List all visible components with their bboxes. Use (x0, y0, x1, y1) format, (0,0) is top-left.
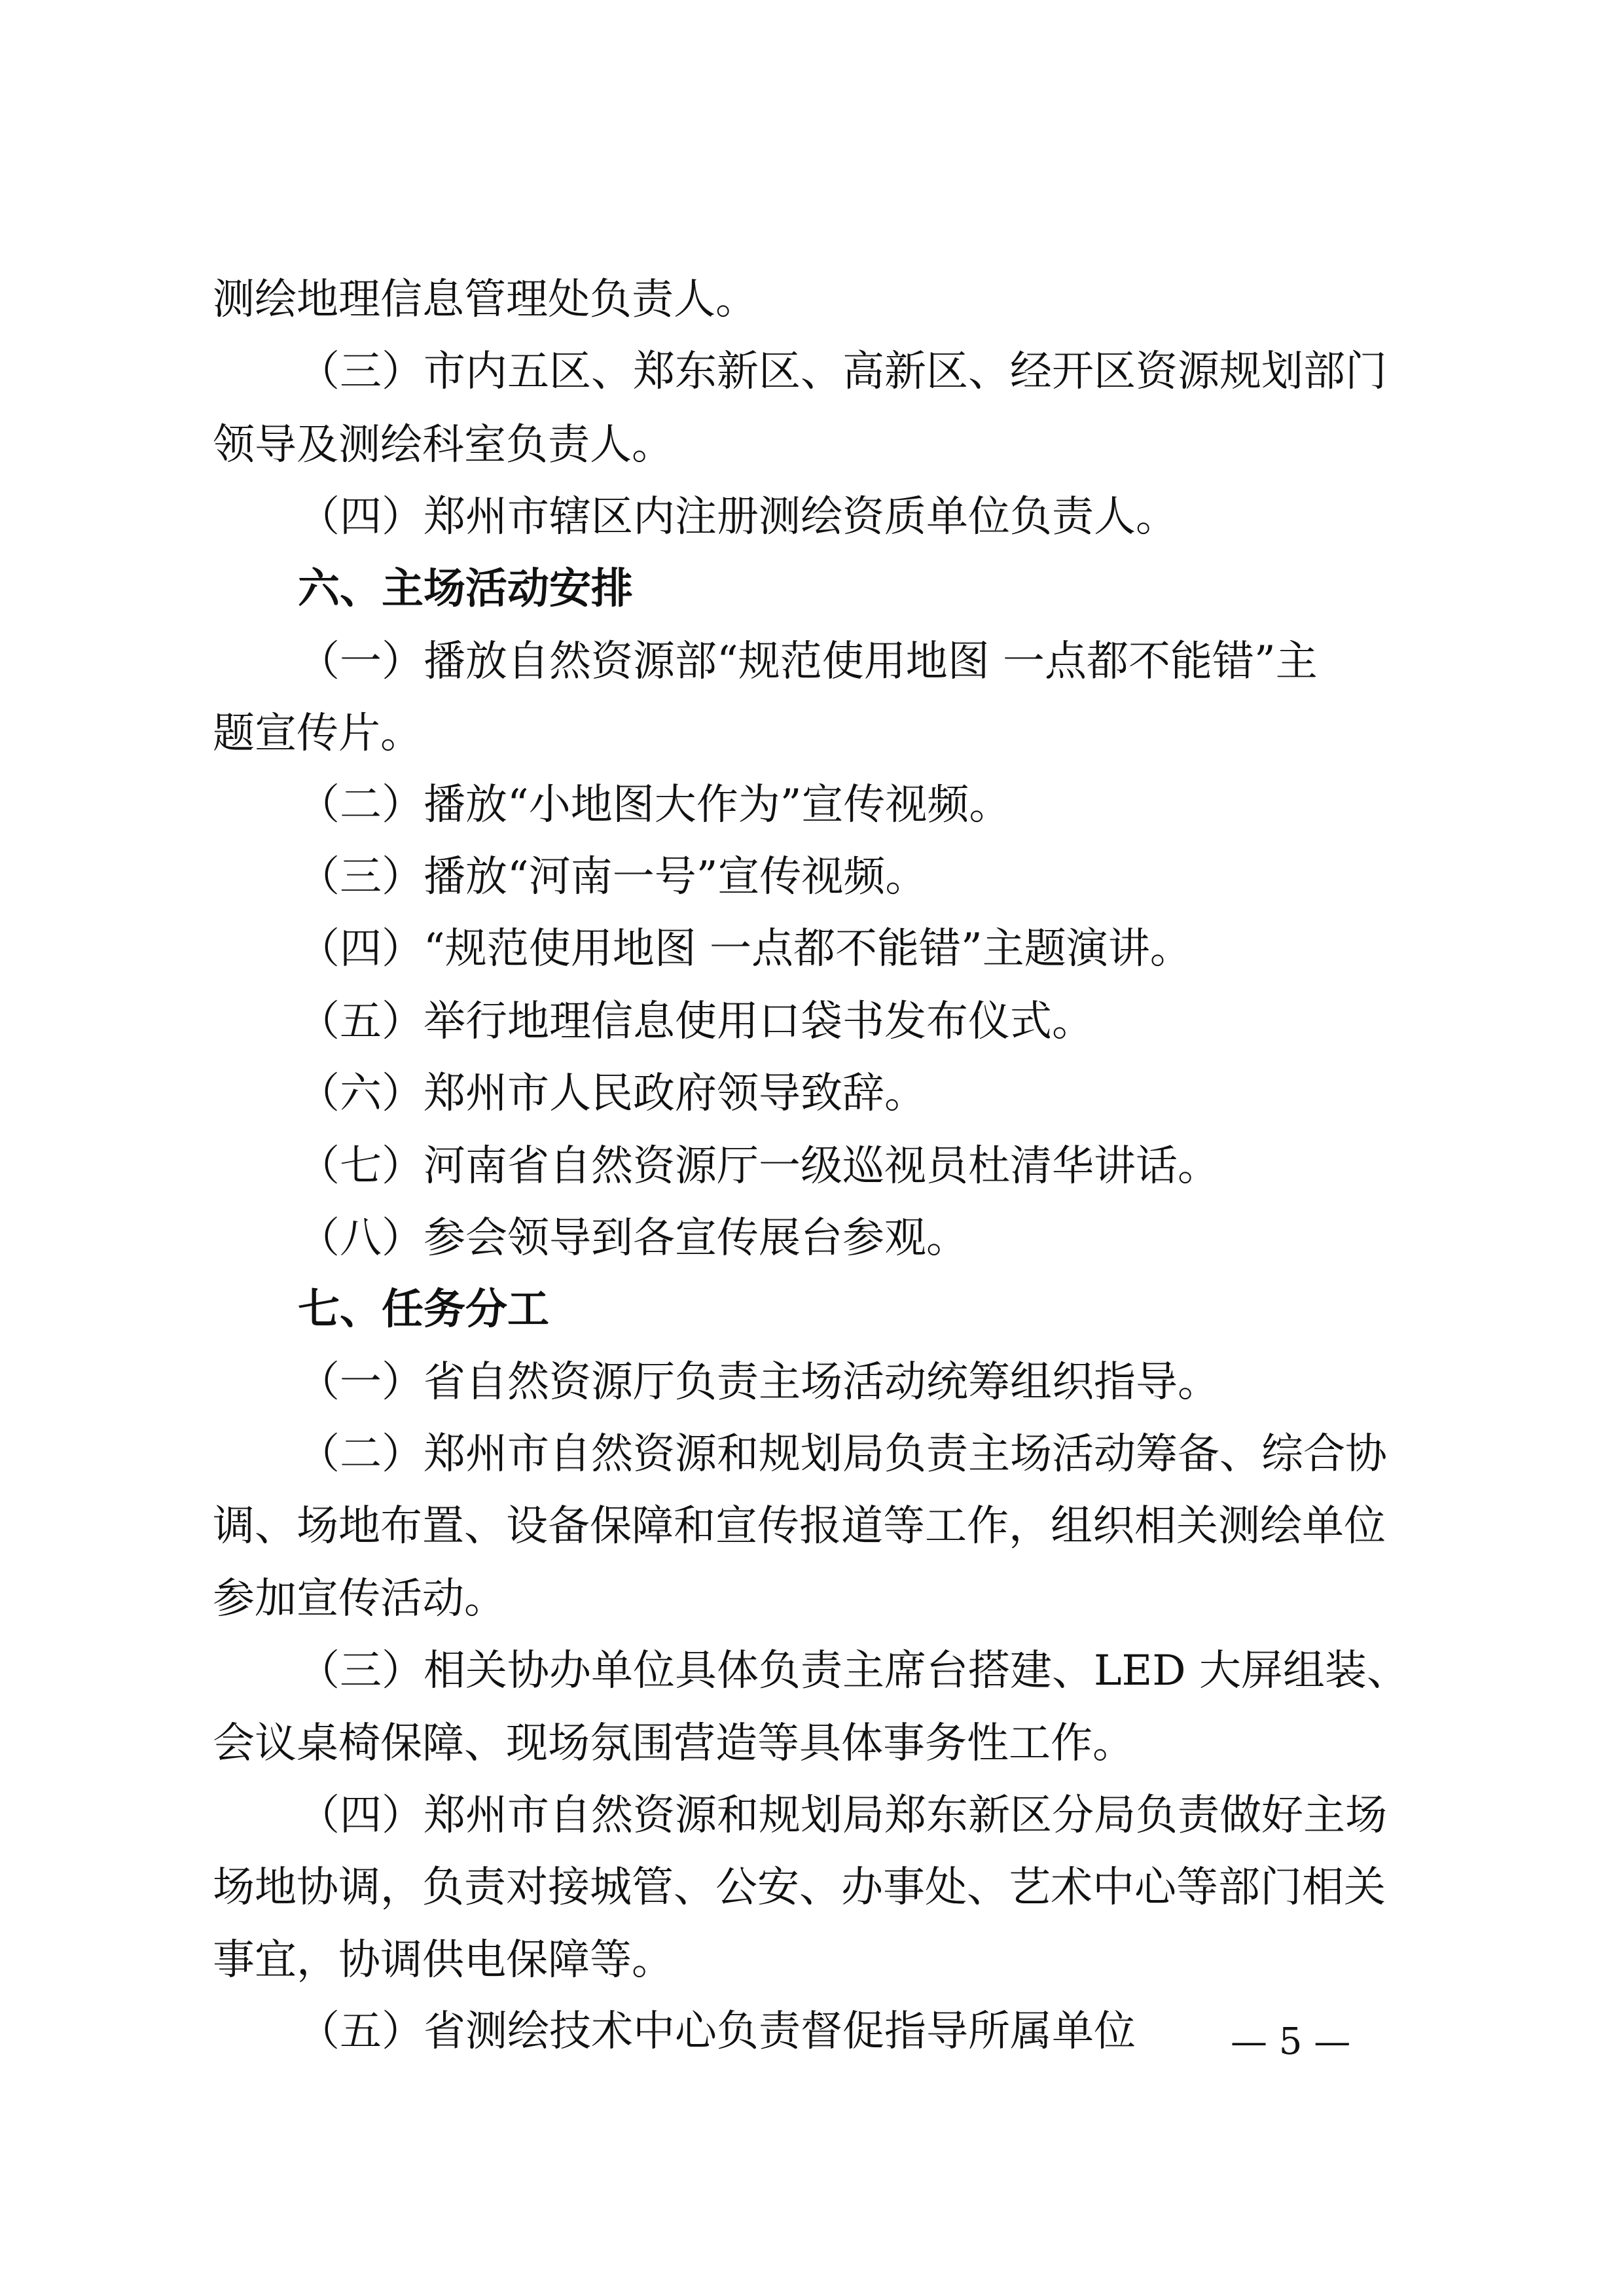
body-line-3: 领导及测绘科室负责人。 (213, 421, 674, 469)
body-line-13: （七）河南省自然资源厅一级巡视员杜清华讲话。 (298, 1142, 1219, 1191)
body-line-14: （八）参会领导到各宣传展台参观。 (298, 1214, 968, 1263)
body-line-16: （一）省自然资源厅负责主场活动统筹组织指导。 (298, 1358, 1219, 1407)
body-line-24: 事宜，协调供电保障等。 (213, 1936, 674, 1984)
body-line-20: （三）相关协办单位具体负责主席台搭建、LED 大屏组装、 (298, 1647, 1409, 1695)
body-line-11: （五）举行地理信息使用口袋书发布仪式。 (298, 997, 1094, 1046)
section-heading-7: 七、任务分工 (298, 1285, 549, 1334)
body-line-7: 题宣传片。 (213, 709, 422, 758)
body-line-18: 调、场地布置、设备保障和宣传报道等工作，组织相关测绘单位 (213, 1502, 1386, 1551)
page-number: — 5 — (1231, 2020, 1351, 2063)
body-line-19: 参加宣传活动。 (213, 1575, 506, 1623)
body-line-8: （二）播放“小地图大作为”宣传视频。 (298, 781, 1011, 829)
body-line-9: （三）播放“河南一号”宣传视频。 (298, 853, 928, 901)
section-heading-6: 六、主场活动安排 (298, 565, 633, 613)
body-line-4: （四）郑州市辖区内注册测绘资质单位负责人。 (298, 493, 1178, 541)
body-line-22: （四）郑州市自然资源和规划局郑东新区分局负责做好主场 (298, 1791, 1387, 1840)
body-line-12: （六）郑州市人民政府领导致辞。 (298, 1069, 926, 1118)
body-line-25: （五）省测绘技术中心负责督促指导所属单位 (298, 2007, 1136, 2056)
body-line-10: （四）“规范使用地图 一点都不能错”主题演讲。 (298, 925, 1192, 973)
body-line-21: 会议桌椅保障、现场氛围营造等具体事务性工作。 (213, 1719, 1134, 1768)
body-line-23: 场地协调，负责对接城管、公安、办事处、艺术中心等部门相关 (213, 1863, 1386, 1912)
body-line-17: （二）郑州市自然资源和规划局负责主场活动筹备、综合协 (298, 1430, 1387, 1479)
body-line-6: （一）播放自然资源部“规范使用地图 一点都不能错”主 (298, 637, 1318, 686)
body-line-2: （三）市内五区、郑东新区、高新区、经开区资源规划部门 (298, 348, 1387, 396)
body-line-1: 测绘地理信息管理处负责人。 (213, 276, 757, 324)
